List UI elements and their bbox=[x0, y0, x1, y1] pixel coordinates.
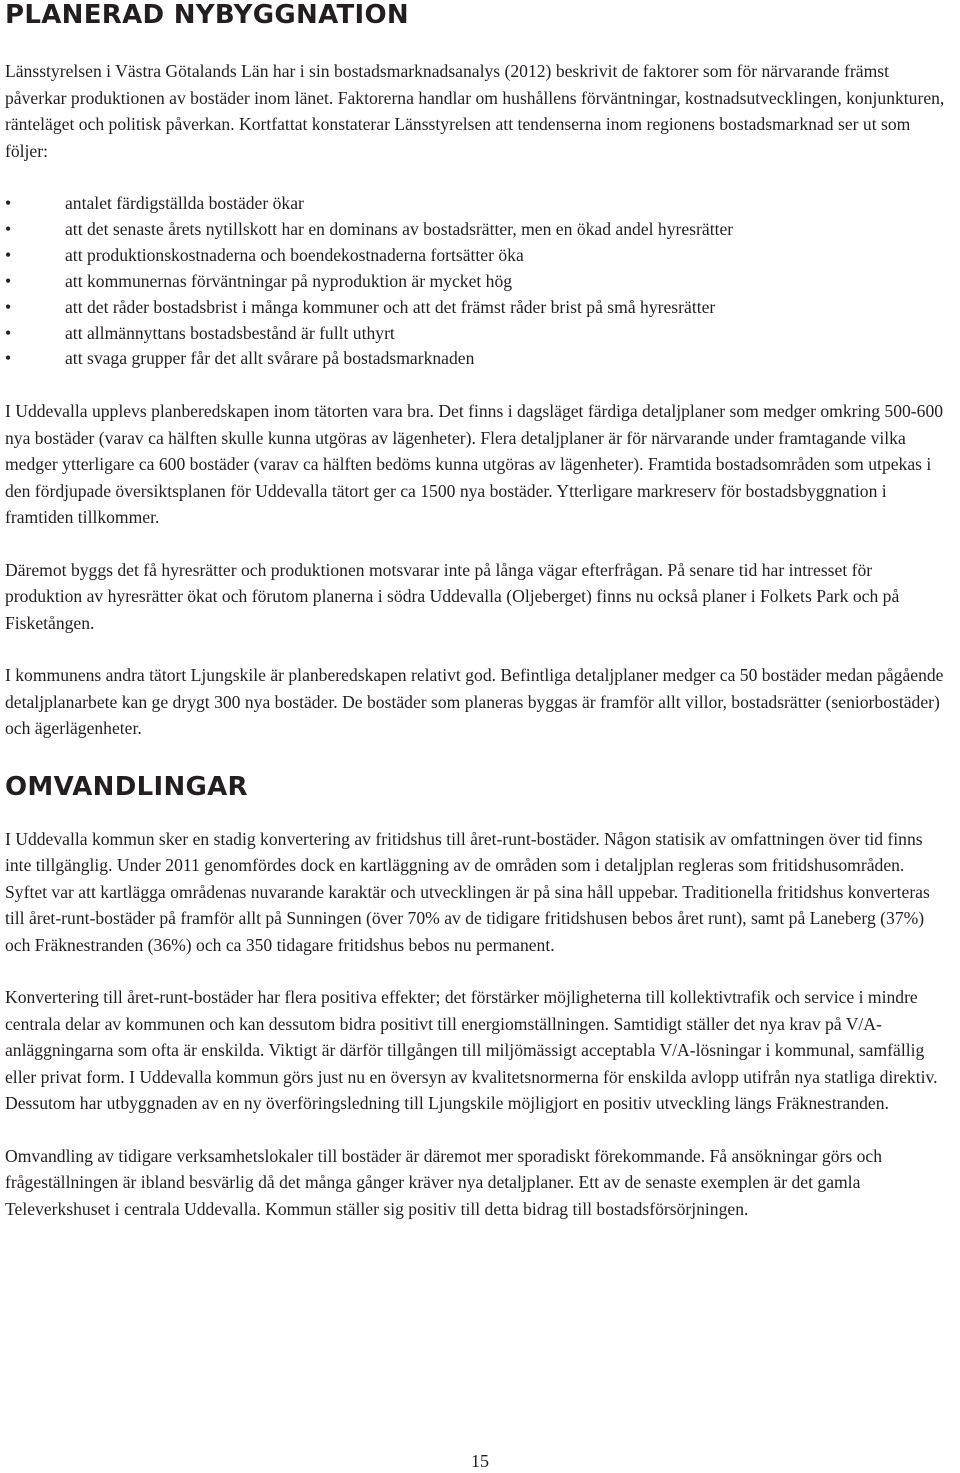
bullet-icon: • bbox=[5, 193, 12, 213]
body-paragraph: Konvertering till året-runt-bostäder har flera positiva effekter; det förstärker möjligheterna till kollektivtrafik och service i mindre centrala delar av kommunen och kan dessutom bidra positivt till energiomställningen. Samtidigt ställer det nya krav på V/A-anläggningarna som ofta är enskilda. Viktigt är därför tillgången till miljömässigt acceptabla V/A-lösningar i kommunal, samfällig eller privat form. I Uddevalla kommun görs just nu en översyn av kvalitetsnormerna för enskilda avlopp utifrån nya statliga direktiv. Dessutom har utbyggnaden av en ny överföringsledning till Ljungskile möjligjort en positiv utveckling längs Fräknestranden. bbox=[5, 987, 938, 1114]
list-item bbox=[5, 243, 950, 269]
page-number: 15 bbox=[471, 1451, 489, 1471]
list-item-text: att allmännyttans bostadsbestånd är fullt uthyrt bbox=[65, 322, 395, 343]
list-item-text: antalet färdigställda bostäder ökar bbox=[65, 193, 304, 213]
body-paragraph: Däremot byggs det få hyresrätter och produktionen motsvarar inte på långa vägar efterfrågan. På senare tid har intresset för produktion av hyresrätter ökat och förutom planerna i södra Uddevalla (Oljeberget) finns nu också planer i Folkets Park och på Fisketången. bbox=[5, 559, 900, 633]
body-paragraph: Omvandling av tidigare verksamhetslokaler till bostäder är däremot mer sporadiskt förekommande. Få ansökningar görs och frågeställningen är ibland besvärlig då det många gånger kräver nya detaljplaner. Ett av de senaste exemplen är det gamla Televerkshuset i centrala Uddevalla. Kommun ställer sig positiv till detta bidrag till bostadsförsörjningen. bbox=[5, 1145, 882, 1219]
list-item-text: att produktionskostnaderna och boendekostnaderna fortsätter öka bbox=[65, 244, 524, 265]
bullet-list bbox=[5, 191, 950, 372]
list-item-text: att kommunernas förväntningar på nyproduktion är mycket hög bbox=[65, 270, 513, 291]
bullet-icon: • bbox=[5, 296, 12, 317]
list-item bbox=[5, 321, 950, 347]
bullet-icon: • bbox=[5, 322, 12, 343]
intro-paragraph: Länsstyrelsen i Västra Götalands Län har i sin bostadsmarknadsanalys (2012) beskrivit de faktorer som för närvarande främst påverkar produktionen av bostäder inom länet. Faktorerna handlar om hushållens förväntningar, kostnadsutvecklingen, konjunkturen, ränteläget och politisk påverkan. Kortfattat konstaterar Länsstyrelsen att tendenserna inom regionens bostadsmarknad ser ut som följer: bbox=[5, 61, 945, 161]
bullet-icon: • bbox=[5, 270, 12, 291]
list-item bbox=[5, 295, 950, 321]
body-paragraph: I Uddevalla upplevs planberedskapen inom tätorten vara bra. Det finns i dagsläget färdiga detaljplaner som medger omkring 500-600 nya bostäder (varav ca hälften skulle kunna utgöras av lägenheter). Flera detaljplaner är för närvarande under framtagande vilka medger ytterligare ca 600 bostäder (varav ca hälften bedöms kunna utgöras av lägenheter). Framtida bostadsområden som utpekas i den fördjupade översiktsplanen för Uddevalla tätort ger ca 1500 nya bostäder. Ytterligare markreserv för bostadsbyggnation i framtiden tillkommer. bbox=[5, 401, 944, 528]
bullet-icon: • bbox=[5, 244, 12, 265]
section-heading-omvandlingar: OMVANDLINGAR bbox=[5, 771, 248, 802]
list-item bbox=[5, 269, 950, 295]
body-paragraph: I Uddevalla kommun sker en stadig konvertering av fritidshus till året-runt-bostäder. Någon statisik av omfattningen över tid finns inte tillgänglig. Under 2011 genomfördes dock en kartläggning av de områden som i detaljplan regleras som fritidshusområden. Syftet var att kartlägga områdenas nuvarande karaktär och utvecklingen är på sina håll uppebar. Traditionella fritidshus konverteras till året-runt-bostäder på framför allt på Sunningen (över 70% av de tidigare fritidshusen bebos året runt), samt på Laneberg (37%) och Fräknestranden (36%) och ca 350 tidagare fritidshus bebos nu permanent. bbox=[5, 828, 930, 955]
list-item bbox=[5, 191, 950, 217]
section-heading-planerad-nybyggnation: PLANERAD NYBYGGNATION bbox=[5, 0, 409, 30]
bullet-icon: • bbox=[5, 348, 12, 369]
document-page bbox=[5, 0, 950, 1222]
list-item-text: att det råder bostadsbrist i många kommuner och att det främst råder brist på små hyresrätter bbox=[65, 296, 716, 317]
list-item-text: att det senaste årets nytillskott har en dominans av bostadsrätter, men en ökad andel hyresrätter bbox=[65, 218, 734, 239]
list-item bbox=[5, 217, 950, 243]
list-item-text: att svaga grupper får det allt svårare på bostadsmarknaden bbox=[65, 348, 475, 369]
list-item bbox=[5, 346, 950, 372]
bullet-icon: • bbox=[5, 218, 12, 239]
body-paragraph: I kommunens andra tätort Ljungskile är planberedskapen relativt god. Befintliga detaljplaner medger ca 50 bostäder medan pågående detaljplanarbete kan ge drygt 300 nya bostäder. De bostäder som planeras byggas är framför allt villor, bostadsrätter (seniorbostäder) och ägerlägenheter. bbox=[5, 665, 944, 739]
